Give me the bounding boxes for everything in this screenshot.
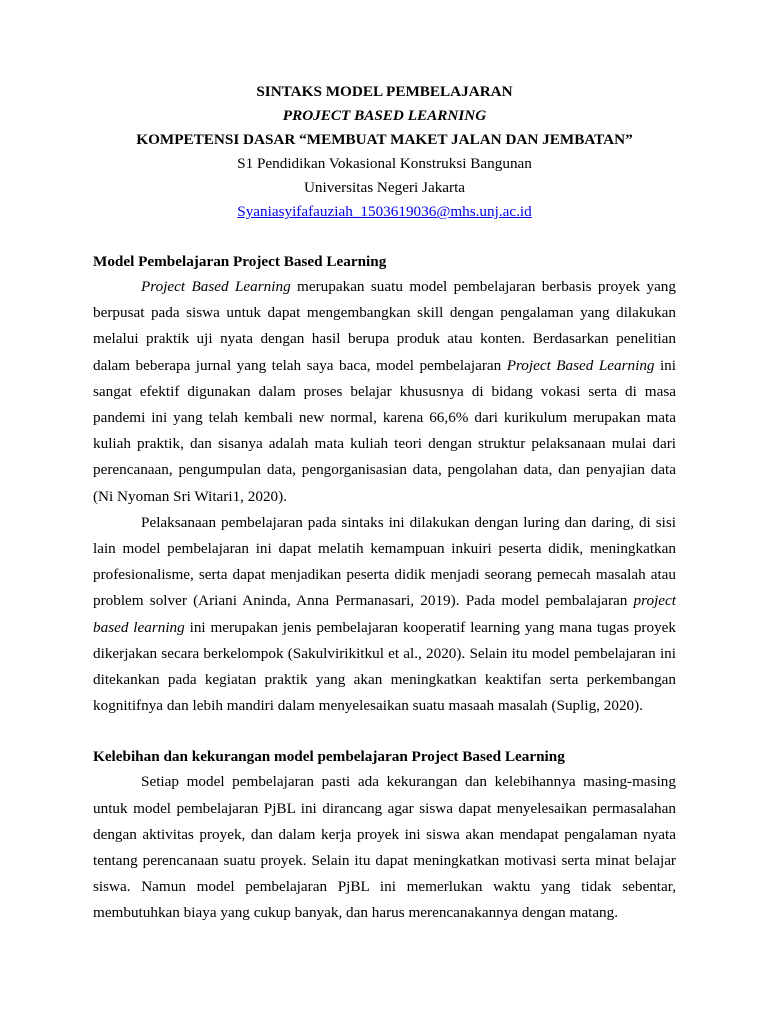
paragraph-pbl-implementation [93, 510, 676, 720]
document-subtitle: PROJECT BASED LEARNING [282, 107, 487, 124]
term-pbl-2: Project Based Learning [506, 356, 655, 374]
paragraph-pbl-implementation-text-1: Pelaksanaan pembelajaran pada sintaks ini dilakukan dengan luring dan daring, di sisi lain model pembelajaran ini dapat melatih kemampuan inkuiri peserta didik, meningkatkan profesionalisme, serta dapat menjadikan peserta didik menjadi seorang pemecah masalah atau problem solver (Ariani Aninda, Anna Permanasari, 2019). Pada model pembalajaran [93, 513, 676, 610]
paragraph-pbl-definition-text-2: ini sangat efektif digunakan dalam proses belajar khususnya di bidang vokasi serta di masa pandemi ini yang telah kembali new normal, karena 66,6% dari kurikulum merupakan mata kuliah praktik, dan sisanya adalah mata kuliah teori dengan struktur pelaksanaan mulai dari perencanaan, pengumpulan data, pengorganisasian data, pengolahan data, dan penyajian data (Ni Nyoman Sri Witari1, 2020). [93, 356, 676, 505]
paragraph-pbl-definition [93, 274, 676, 510]
competency-title: KOMPETENSI DASAR “MEMBUAT MAKET JALAN DAN JEMBATAN” [136, 131, 633, 148]
document-title: SINTAKS MODEL PEMBELAJARAN [256, 83, 513, 100]
section-heading-pbl: Model Pembelajaran Project Based Learning [93, 253, 387, 270]
study-program: S1 Pendidikan Vokasional Konstruksi Bangunan [237, 155, 532, 172]
section-heading-pros-cons: Kelebihan dan kekurangan model pembelajaran Project Based Learning [93, 748, 565, 766]
university-name: Universitas Negeri Jakarta [303, 179, 466, 196]
paragraph-pbl-definition-text-1: merupakan suatu model pembelajaran berbasis proyek yang berpusat pada siswa untuk dapat mengembangkan skill dengan pengalaman yang dilakukan melalui praktik uji nyata dengan hasil berupa produk atau konten. Berdasarkan penelitian dalam beberapa jurnal yang telah saya baca, model pembelajaran [93, 278, 676, 374]
term-pbl-1: Project Based Learning [141, 278, 291, 295]
author-email-link[interactable]: Syaniasyifafauziah_1503619036@mhs.unj.ac.id [237, 203, 532, 220]
document-page [93, 80, 676, 927]
paragraph-pbl-implementation-text-2: ini merupakan jenis pembelajaran kooperatif learning yang mana tugas proyek dikerjakan secara berkelompok (Sakulvirikitkul et al., 2020). Selain itu model pembelajaran ini ditekankan pada kegiatan praktik yang akan meningkatkan keaktifan serta perkembangan kognitifnya dan lebih mandiri dalam menyelesaikan suatu masaah masalah (Suplig, 2020). [93, 618, 676, 715]
term-pbl-3: project based learning [93, 592, 676, 636]
email-line [93, 200, 676, 224]
paragraph-pros-cons: Setiap model pembelajaran pasti ada kekurangan dan kelebihannya masing-masing untuk model pembelajaran PjBL ini dirancang agar siswa dapat menyelesaikan permasalahan dengan aktivitas proyek, dan dalam kerja proyek ini siswa akan mendapat pengalaman nyata tentang perencanaan suatu proyek. Selain itu dapat meningkatkan motivasi serta minat belajar siswa. Namun model pembelajaran PjBL ini memerlukan waktu yang tidak sebentar, membutuhkan biaya yang cukup banyak, dan harus merencanakannya dengan matang. [93, 773, 676, 922]
